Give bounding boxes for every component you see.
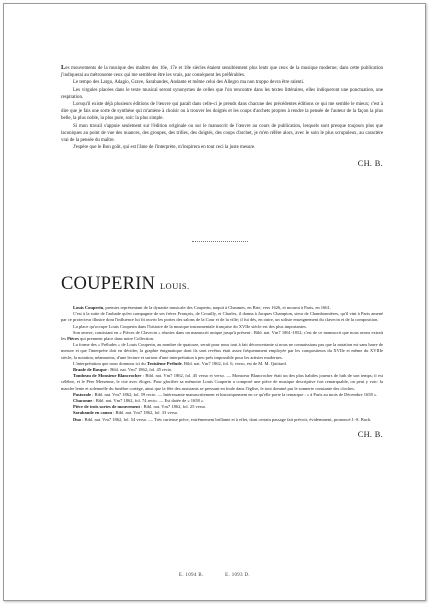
drop-cap: L xyxy=(61,64,66,71)
preface-paragraph: Les virgules placées dans le texte musical seront synonymes de celles que l'on rencontre dans les textes littéraires, elles indiqueront une ponctuation, une respiration. xyxy=(61,87,383,100)
bio-paragraph: L'interprétation que nous donnons ici du Troisième Prélude. Bibl. nat. Vm7 1862, fol. 6, verso, est de M. M. Quittard. xyxy=(73,360,287,366)
preface-section xyxy=(61,64,383,168)
piece-entry: Chaconne : Bibl. nat. Vm7 1862, fol. 74 recto. — Est datée de « 1658 ». xyxy=(73,398,205,404)
catalog-number-left: E. 1094 B. xyxy=(179,573,204,578)
piece-entry: Pastorale : Bibl. nat. Vm7 1862, fol. 59 recto. — Intéressante manuscritement et historiquement en ce qu'elle porte la remarque : « à Paris au mois de Décembre 1658 ». xyxy=(73,391,378,397)
preface-paragraph: Les mouvements de la musique des maîtres des 16e, 17e et 18e siècles étaient sensiblement plus lents que ceux de la musique moderne; dans cette publication j'indiquerai au métronome ceux qui me semblent être les vrais, par conséquent les préférables. xyxy=(61,64,383,79)
preface-paragraph: Le tempo des Largo, Adagio, Grave, Sarabandes, Andante et même celui des Allegro ma non troppo devra être ralenti. xyxy=(73,80,305,86)
preface-signature: CH. B. xyxy=(357,159,383,169)
bio-paragraph: Son œuvre, consistant en « Pièces de Clavecin » réunies dans un manuscrit unique jusqu'à présent : Bibl. nat. Vm7 1861-1852; c'est de ce manuscrit que nous avons extrait les Pièces qui prennent place dans notre Collection. xyxy=(61,329,383,342)
bio-paragraph: C'est à la suite de l'aubade qu'en compagnie de ses frères François, de Crouilly, et Charles, il donna à Jacques Champion, sieur de Chambonnières, qu'il vint à Paris amené par ce protecteur illustre dont l'influence lui fit ouvrir les portes des salons de la Cour et de la ville; il fut dès, en outre, un soliste enseignement du clavecin et de la composition. xyxy=(61,311,383,323)
heading-firstname: LOUIS. xyxy=(159,281,190,291)
preface-paragraph: Si mon travail s'appuie seulement sur l'édition originale ou sur le manuscrit de l'œuvre au cours de publication, lesquels sont presque toujours plus que laconiques au point de vue des nuances, des groupes, des trilles, des doigtés, des coups d'archet, je m'en réfère alors, avec le soin le plus scrupuleux, au caractère vrai de la pensée du maître. xyxy=(61,123,383,144)
bio-paragraph: La place qu'occupe Louis Couperin dans l'histoire de la musique instrumentale française du XVIIe siècle est des plus importantes. xyxy=(73,323,307,329)
biography-section xyxy=(61,305,383,439)
bio-paragraph: Louis Couperin, premier représentant de la dynastie musicale des Couperin, naquit à Chaumes, en Brie, vers 1626, et mourut à Paris, en 1661. xyxy=(73,305,331,310)
biography-signature: CH. B. xyxy=(357,429,383,439)
piece-entry: Pièce de trois sortes de mouvement : Bibl. nat. Vm7 1862, fol. 25 verso. xyxy=(73,404,207,410)
bio-paragraph: La forme des « Préludes » de Louis Couperin, au nombre de quatorze, serait pour nous tout à fait déconcertante si nous ne connaissions pas que la notation est sans barre de mesure et que l'interprète doit en décider; la graphie énigmatique dont ils sont revêtus était assez fréquemment employée par les compositeurs du XVIIe et même du XVIIIe siècle; la notation, néanmoins, d'une lecture et surtout d'une interprétation à peu près impossible pour les artistes modernes. xyxy=(61,342,383,360)
heading-surname: COUPERIN xyxy=(61,274,156,294)
preface-paragraph: J'espère que le Bon goût, qui est l'âme de l'interprète, m'inspirera en tout ceci la juste mesure. xyxy=(73,145,256,151)
catalog-number-right: E. 1093 D. xyxy=(225,573,250,578)
piece-entry: Duo : Bibl. nat. Vm7 1862, fol. 54 verso. — Très curieuse pièce, extrêmement brillante et à effet, dont certain passage fait prévoir, évidemment, prononcé J.-S. Bach. xyxy=(73,416,372,422)
piece-entry: Sarabande en canon : Bibl. nat. Vm7 1862, fol. 33 verso. xyxy=(73,410,179,416)
catalog-numbers xyxy=(4,573,425,578)
piece-entry: Tombeau de Monsieur Blancrocher : Bibl. nat. Vm7 1862, fol. 45 verso et verso. — Monsieur Blancrocher était un des plus habiles joueurs de luth de son temps; il est célèbre, et le Père Mersenne, le cite avec éloges. Pour glorifier sa mémoire Louis Couperin a composé une pièce de musique descriptive fort remarquable, on peut y voir: la marche lente et solennelle du funèbre cortège, ainsi que la fête des assistants se pressant en foule dans l'église, le tout dominé par le sonnerie constante des cloches. xyxy=(61,373,383,391)
section-heading xyxy=(61,274,190,295)
preface-paragraph: Lorsqu'il existe déjà plusieurs éditions de l'œuvre qui paraît dans celle-ci je prends dans chacune des précédentes éditions ce qui me semble le mieux; c'est à dire que je fais une sorte de synthèse qui m'amène à choisir ou à trouver les doigtés et les coups d'archets propres à rendre la pensée de l'auteur de la façon la plus belle, la plus noble, la plus pure, soit: la plus simple. xyxy=(61,102,383,122)
document-page xyxy=(3,3,426,601)
section-divider xyxy=(192,241,248,242)
piece-entry: Branle de Basque : Bibl. nat. Vm7 1862, fol. 45 recto. xyxy=(73,367,173,373)
